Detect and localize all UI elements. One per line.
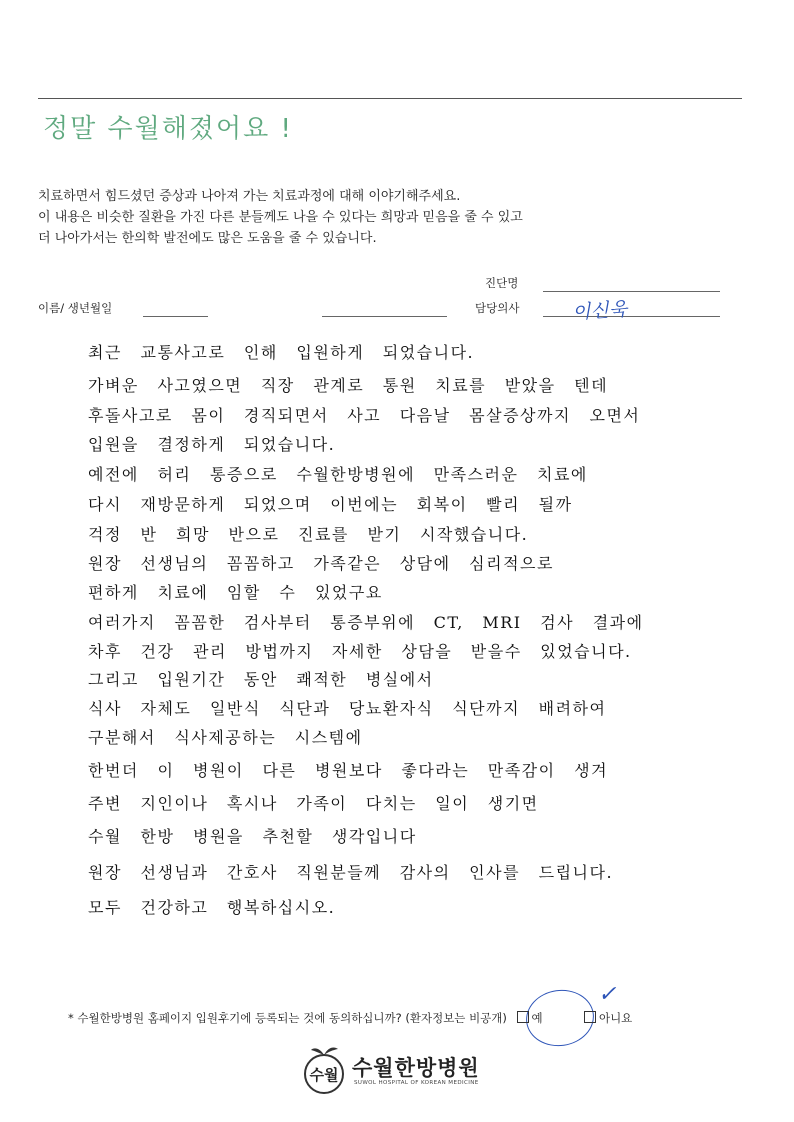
letter-line: 편하게 치료에 임할 수 있었구요: [88, 583, 383, 602]
hospital-logo: [300, 1042, 500, 1098]
doctor-label: 담당의사: [475, 301, 520, 315]
yes-checkbox[interactable]: [517, 1011, 529, 1023]
hospital-name: 수월한방병원: [352, 1056, 480, 1080]
letter-line: 모두 건강하고 행복하십시오.: [88, 898, 336, 917]
letter-line: 예전에 허리 통증으로 수월한방병원에 만족스러운 치료에: [88, 465, 588, 484]
no-checkbox[interactable]: [584, 1011, 596, 1023]
letter-line: 구분해서 식사제공하는 시스템에: [88, 728, 363, 747]
letter-line: 그리고 입원기간 동안 쾌적한 병실에서: [88, 670, 434, 689]
letter-line: 후돌사고로 몸이 경직되면서 사고 다음날 몸살증상까지 오면서: [88, 406, 641, 425]
letter-line: 최근 교통사고로 인해 입원하게 되었습니다.: [88, 343, 475, 362]
doctor-field-line[interactable]: [543, 316, 720, 317]
letter-line: 한번더 이 병원이 다른 병원보다 좋다라는 만족감이 생겨: [88, 761, 609, 780]
intro-line: 이 내용은 비슷한 질환을 가진 다른 분들께도 나을 수 있다는 희망과 믿음을 줄 수 있고: [38, 210, 523, 225]
no-label: 아니요: [598, 1011, 633, 1025]
letter-line: 원장 선생님과 간호사 직원분들께 감사의 인사를 드립니다.: [88, 863, 614, 882]
letter-line: 수월 한방 병원을 추천할 생각입니다: [88, 827, 417, 846]
letter-line: 차후 건강 관리 방법까지 자세한 상담을 받을수 있었습니다.: [88, 642, 632, 661]
handwritten-check-mark: ✓: [598, 982, 617, 1007]
intro-text: [38, 186, 523, 249]
emblem-text: 수월: [309, 1066, 339, 1084]
letter-line: 주변 지인이나 혹시나 가족이 다치는 일이 생기면: [88, 794, 539, 813]
letter-line: 다시 재방문하게 되었으며 이번에는 회복이 빨리 될까: [88, 495, 573, 514]
top-divider: [38, 98, 742, 99]
letter-line: 원장 선생님의 꼼꼼하고 가족같은 상담에 심리적으로: [88, 554, 554, 573]
hospital-name-english: SUWOL HOSPITAL OF KOREAN MEDICINE: [354, 1080, 479, 1086]
consent-row: [68, 1010, 632, 1026]
letter-line: 입원을 결정하게 되었습니다.: [88, 435, 336, 454]
letter-line: 식사 자체도 일반식 식단과 당뇨환자식 식단까지 배려하여: [88, 699, 607, 718]
letter-line: 여러가지 꼼꼼한 검사부터 통증부위에 CT, MRI 검사 결과에: [88, 613, 644, 632]
hospital-emblem-icon: [300, 1042, 352, 1098]
doctor-name-handwritten: 이신욱: [571, 298, 628, 324]
yes-label: 예: [531, 1011, 543, 1025]
name-field-line[interactable]: [143, 316, 208, 317]
consent-question: * 수월한방병원 홈페이지 입원후기에 등록되는 것에 동의하십니까? (환자정보는 비공개): [68, 1011, 507, 1025]
letter-line: 가벼운 사고였으면 직장 관계로 통원 치료를 받았을 텐데: [88, 376, 609, 395]
dob-field-line[interactable]: [322, 316, 447, 317]
diagnosis-field-line[interactable]: [543, 291, 720, 292]
diagnosis-label: 진단명: [485, 276, 519, 290]
name-dob-label: 이름/ 생년월일: [38, 301, 113, 315]
letter-line: 걱정 반 희망 반으로 진료를 받기 시작했습니다.: [88, 525, 529, 544]
page-title: 정말 수월해졌어요 !: [43, 114, 293, 144]
intro-line: 치료하면서 힘드셨던 증상과 나아져 가는 치료과정에 대해 이야기해주세요.: [38, 189, 461, 204]
intro-line: 더 나아가서는 한의학 발전에도 많은 도움을 줄 수 있습니다.: [38, 231, 377, 246]
